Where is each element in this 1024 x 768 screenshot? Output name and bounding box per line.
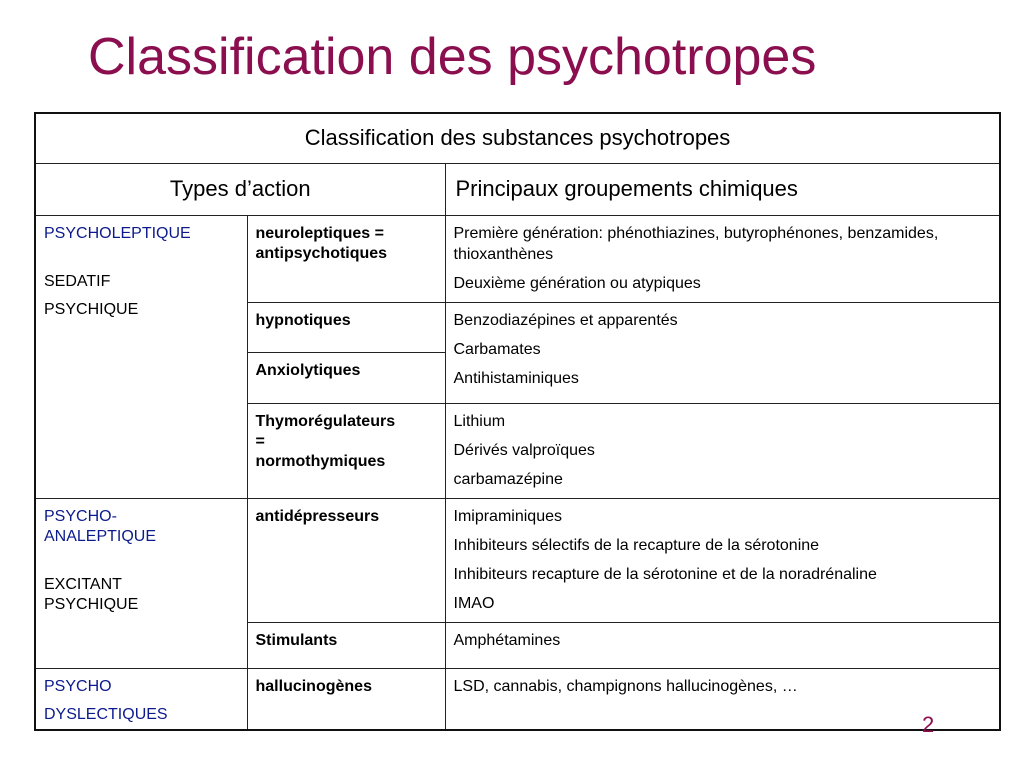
chem-hallucinogenes xyxy=(445,668,1000,730)
category-psychoanaleptique xyxy=(35,498,247,668)
slide-number: 2 xyxy=(922,712,935,737)
type-neuroleptiques: neuroleptiques = antipsychotiques xyxy=(247,215,445,302)
header-chemical-groups: Principaux groupements chimiques xyxy=(445,163,1000,215)
category-name: PSYCHO-ANALEPTIQUE xyxy=(44,507,157,545)
table-caption: Classification des substances psychotropes xyxy=(35,113,1000,163)
chem-stimulants xyxy=(445,622,1000,668)
category-psycholeptique xyxy=(35,215,247,498)
chem-item: Amphétamines xyxy=(453,631,561,649)
category-name-line2: DYSLECTIQUES xyxy=(44,705,168,723)
type-line: normothymiques xyxy=(255,452,386,470)
type-line: Thymorégulateurs xyxy=(255,412,396,430)
type-antidepresseurs: antidépresseurs xyxy=(247,498,445,622)
category-sub-psychique: PSYCHIQUE xyxy=(44,300,139,318)
category-name-line1: PSYCHO xyxy=(44,677,112,695)
chem-item: Carbamates xyxy=(453,340,541,358)
chem-item: Antihistaminiques xyxy=(453,369,579,387)
type-stimulants: Stimulants xyxy=(247,622,445,668)
chem-item: carbamazépine xyxy=(453,470,563,488)
chem-item: Inhibiteurs recapture de la sérotonine et de la noradrénaline xyxy=(453,565,877,583)
chem-item: Première génération: phénothiazines, butyrophénones, benzamides, thioxanthènes xyxy=(453,224,939,263)
type-hallucinogenes: hallucinogènes xyxy=(247,668,445,730)
category-psychodysleptique xyxy=(35,668,247,730)
chem-item: Lithium xyxy=(453,412,506,430)
chem-item: Benzodiazépines et apparentés xyxy=(453,311,678,329)
type-line: = xyxy=(255,432,265,450)
slide-title: Classification des psychotropes xyxy=(88,28,817,86)
category-name: PSYCHOLEPTIQUE xyxy=(44,224,191,242)
chem-item: IMAO xyxy=(453,594,495,612)
chem-neuroleptiques xyxy=(445,215,1000,302)
chem-item: Inhibiteurs sélectifs de la recapture de la sérotonine xyxy=(453,536,820,554)
chem-item: Dérivés valproïques xyxy=(453,441,595,459)
header-types-action: Types d’action xyxy=(35,163,445,215)
chem-item: LSD, cannabis, champignons hallucinogènes, … xyxy=(453,677,798,695)
category-sub-excitant: EXCITANT PSYCHIQUE xyxy=(44,575,139,613)
type-anxiolytiques: Anxiolytiques xyxy=(247,352,445,403)
type-thymoregulateurs xyxy=(247,403,445,498)
classification-table xyxy=(34,112,1001,731)
chem-item: Deuxième génération ou atypiques xyxy=(453,274,701,292)
chem-thymoregulateurs xyxy=(445,403,1000,498)
chem-item: Imipraminiques xyxy=(453,507,562,525)
chem-antidepresseurs xyxy=(445,498,1000,622)
type-hypnotiques: hypnotiques xyxy=(247,302,445,352)
category-sub-sedatif: SEDATIF xyxy=(44,272,111,290)
chem-hypno-anxio xyxy=(445,302,1000,403)
